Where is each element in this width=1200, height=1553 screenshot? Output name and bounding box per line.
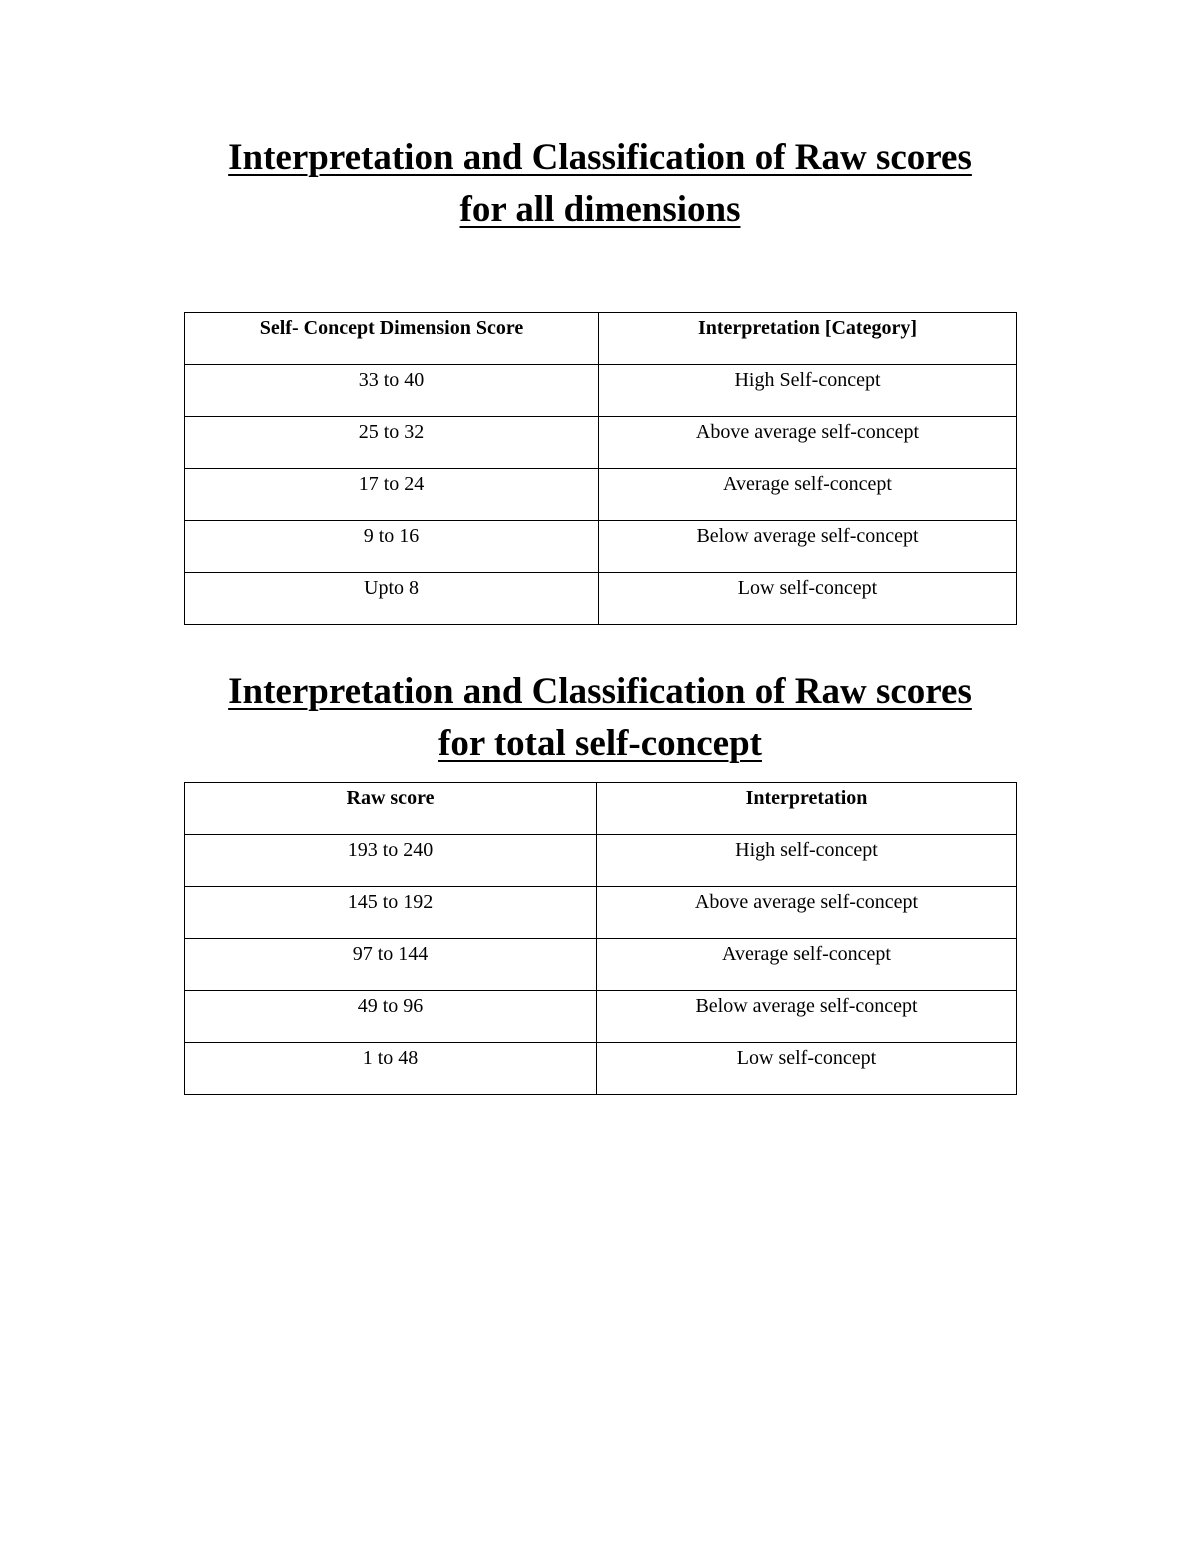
table-row xyxy=(185,417,1017,469)
interpretation-cell: Below average self-concept xyxy=(599,521,1017,573)
section-2-title-line-2: for total self-concept xyxy=(438,723,762,764)
dimension-score-table xyxy=(184,312,1017,625)
score-range-cell: 17 to 24 xyxy=(185,469,599,521)
table-row xyxy=(185,835,1017,887)
column-header-raw-score: Raw score xyxy=(185,783,597,835)
interpretation-cell: Low self-concept xyxy=(599,573,1017,625)
table-row xyxy=(185,573,1017,625)
section-2-title-line-1: Interpretation and Classification of Raw scores xyxy=(228,671,972,712)
score-range-cell: 1 to 48 xyxy=(185,1043,597,1095)
interpretation-cell: Low self-concept xyxy=(597,1043,1017,1095)
column-header-interpretation: Interpretation [Category] xyxy=(599,313,1017,365)
section-1-title-line-2: for all dimensions xyxy=(459,189,741,230)
interpretation-cell: Below average self-concept xyxy=(597,991,1017,1043)
interpretation-cell: Average self-concept xyxy=(597,939,1017,991)
table-header-row xyxy=(185,783,1017,835)
interpretation-cell: High self-concept xyxy=(597,835,1017,887)
score-range-cell: 25 to 32 xyxy=(185,417,599,469)
section-1-title xyxy=(0,132,1200,236)
table-row xyxy=(185,521,1017,573)
table-row xyxy=(185,1043,1017,1095)
interpretation-cell: Average self-concept xyxy=(599,469,1017,521)
table-row xyxy=(185,939,1017,991)
score-range-cell: Upto 8 xyxy=(185,573,599,625)
score-range-cell: 9 to 16 xyxy=(185,521,599,573)
section-1-title-line-1: Interpretation and Classification of Raw scores xyxy=(228,137,972,178)
table-row xyxy=(185,469,1017,521)
total-score-table xyxy=(184,782,1017,1095)
table-header-row xyxy=(185,313,1017,365)
section-2-title xyxy=(0,666,1200,770)
interpretation-cell: Above average self-concept xyxy=(599,417,1017,469)
score-range-cell: 145 to 192 xyxy=(185,887,597,939)
table-row xyxy=(185,365,1017,417)
table-row xyxy=(185,991,1017,1043)
score-range-cell: 33 to 40 xyxy=(185,365,599,417)
column-header-interpretation: Interpretation xyxy=(597,783,1017,835)
score-range-cell: 97 to 144 xyxy=(185,939,597,991)
table-row xyxy=(185,887,1017,939)
score-range-cell: 193 to 240 xyxy=(185,835,597,887)
interpretation-cell: Above average self-concept xyxy=(597,887,1017,939)
interpretation-cell: High Self-concept xyxy=(599,365,1017,417)
column-header-score: Self- Concept Dimension Score xyxy=(185,313,599,365)
score-range-cell: 49 to 96 xyxy=(185,991,597,1043)
